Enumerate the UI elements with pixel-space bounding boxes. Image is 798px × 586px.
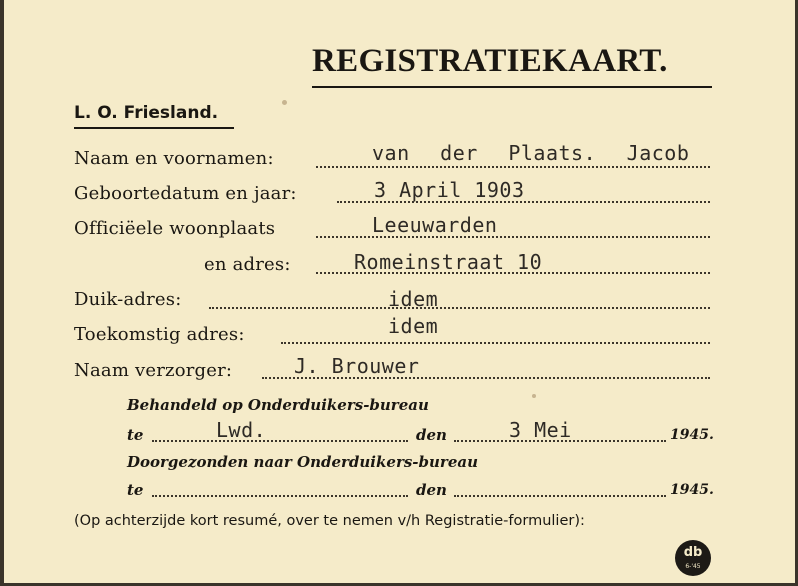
name-line <box>316 166 710 168</box>
forwarded-heading: Doorgezonden naar Onderduikers-bureau <box>127 453 478 471</box>
forwarded-date-line <box>454 495 666 497</box>
future-address-label: Toekomstig adres: <box>74 324 245 345</box>
treated-place-value: Lwd. <box>216 418 267 442</box>
printer-stamp <box>675 540 711 576</box>
future-address-line <box>281 342 710 344</box>
card-title: REGISTRATIEKAART. <box>312 43 668 79</box>
treated-place-line <box>152 440 408 442</box>
hiding-address-line <box>209 307 710 309</box>
forwarded-year: 1945. <box>670 482 714 498</box>
future-address-value: idem <box>388 314 439 338</box>
paper-spot <box>532 394 536 398</box>
organization-name: L. O. Friesland. <box>74 103 219 123</box>
forwarded-den-label: den <box>416 481 447 499</box>
forwarded-place-line <box>152 495 408 497</box>
residence-value: Leeuwarden <box>372 213 498 237</box>
hiding-address-label: Duik-adres: <box>74 289 182 310</box>
birth-value: 3 April 1903 <box>374 178 525 202</box>
name-value: van der Plaats. Jacob <box>372 141 690 165</box>
treated-heading: Behandeld op Onderduikers-bureau <box>127 396 429 414</box>
address-value: Romeinstraat 10 <box>354 250 543 274</box>
treated-te-label: te <box>127 426 144 444</box>
name-label: Naam en voornamen: <box>74 148 274 169</box>
hiding-address-value: idem <box>388 287 439 311</box>
residence-label: Officiëele woonplaats <box>74 218 276 239</box>
caretaker-value: J. Brouwer <box>294 354 420 378</box>
organization-underline <box>74 127 234 129</box>
stamp-bottom-text: 6-'45 <box>685 563 701 570</box>
paper-spot <box>282 100 287 105</box>
address-label: en adres: <box>204 254 291 275</box>
treated-date-value: 3 Mei <box>509 418 572 442</box>
back-side-note: (Op achterzijde kort resumé, over te nemen v/h Registratie-formulier): <box>74 513 585 529</box>
birth-label: Geboortedatum en jaar: <box>74 183 297 204</box>
treated-den-label: den <box>416 426 447 444</box>
stamp-top-text: db <box>683 545 703 560</box>
caretaker-label: Naam verzorger: <box>74 360 233 381</box>
forwarded-te-label: te <box>127 481 144 499</box>
treated-year: 1945. <box>670 427 714 443</box>
title-underline <box>312 86 712 88</box>
